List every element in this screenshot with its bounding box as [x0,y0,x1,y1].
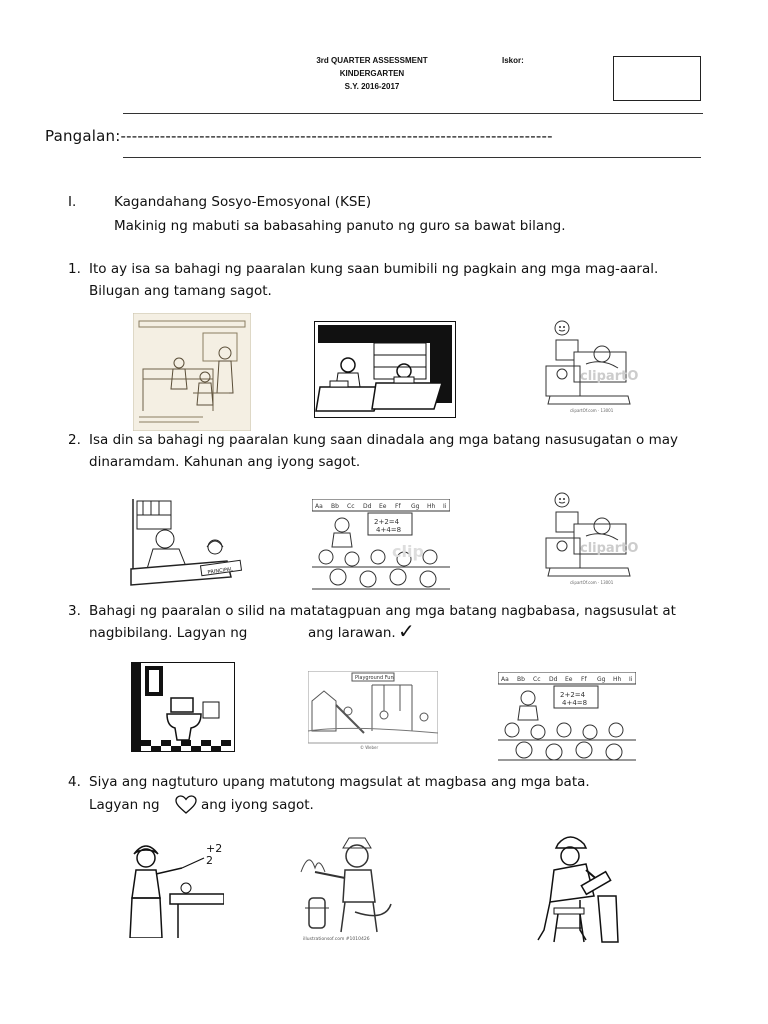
name-field[interactable] [45,127,553,145]
section-number: I. [68,194,77,210]
svg-text:Bb: Bb [331,503,339,510]
question-3-instruction-start: nagbibilang. Lagyan ng [89,625,248,641]
assessment-title: 3rd QUARTER ASSESSMENT [316,56,428,65]
question-2-instruction: dinaramdam. Kahunan ang iyong sagot. [89,454,361,470]
heart-icon [175,795,197,815]
svg-text:2+2=4: 2+2=4 [560,691,586,699]
svg-text:2: 2 [206,854,213,867]
classroom-picture-2[interactable] [498,672,636,762]
svg-text:Dd: Dd [549,676,558,683]
question-4-instruction-end: ang iyong sagot. [201,797,314,813]
svg-text:4+4=8: 4+4=8 [562,699,588,707]
question-4-text: Siya ang nagtuturo upang matutong magsulat at magbasa ang mga bata. [89,774,590,790]
playground-sign: Playground Fun [355,675,394,681]
svg-text:Aa: Aa [501,676,509,683]
teacher-picture[interactable] [124,838,224,938]
section-title: Kagandahang Sosyo-Emosyonal (KSE) [114,194,372,210]
header-rule [123,113,703,114]
question-1-instruction: Bilugan ang tamang sagot. [89,283,272,299]
svg-text:Cc: Cc [533,676,541,683]
svg-text:Gg: Gg [597,676,606,683]
firefighter-picture[interactable] [295,832,405,944]
canteen-picture[interactable] [133,313,251,431]
name-rule [123,157,701,158]
svg-text:Ee: Ee [565,676,573,683]
question-2-number: 2. [68,432,81,448]
classroom-picture[interactable] [312,499,450,591]
question-4-instruction-start: Lagyan ng [89,797,160,813]
svg-text:© Weber: © Weber [360,745,379,750]
name-dashes: ----------------------------------------------------------------------------- [120,127,553,145]
svg-text:4+4=8: 4+4=8 [376,526,402,534]
question-3-text: Bahagi ng paaralan o silid na matatagpuan ang mga batang nagbabasa, nagsusulat at [89,603,676,619]
grade-level: KINDERGARTEN [339,69,405,78]
question-3-instruction-end: ang larawan. [308,625,396,641]
svg-text:Ii: Ii [629,676,633,683]
svg-text:Dd: Dd [363,503,372,510]
svg-text:Bb: Bb [517,676,525,683]
svg-text:PRINCIPAL: PRINCIPAL [207,566,234,576]
svg-text:Hh: Hh [427,503,436,510]
svg-text:Ee: Ee [379,503,387,510]
svg-text:clipartO: clipartO [580,541,639,556]
score-label: Iskor: [502,56,524,65]
svg-text:clip: clip [392,542,424,561]
clinic-picture[interactable] [540,318,640,414]
svg-text:Ff: Ff [581,676,587,683]
firefighter-credit: illustrationsof.com #1010426 [303,937,370,942]
svg-text:Ii: Ii [443,503,447,510]
playground-picture[interactable] [308,671,438,751]
score-box[interactable] [613,56,701,101]
question-2-text: Isa din sa bahagi ng paaralan kung saan dinadala ang mga batang nasusugatan o may [89,432,678,448]
svg-text:+2: +2 [206,842,223,855]
library-picture[interactable] [314,321,456,418]
school-year: S.Y. 2016-2017 [344,82,400,91]
principal-office-picture[interactable] [127,495,247,589]
question-1-text: Ito ay isa sa bahagi ng paaralan kung saan bumibili ng pagkain ang mga mag-aaral. [89,261,659,277]
svg-text:Aa: Aa [315,503,323,510]
comfort-room-picture[interactable] [131,662,235,752]
clinic-picture-2[interactable] [540,490,640,586]
name-label: Pangalan: [45,127,121,145]
svg-text:clipartO: clipartO [580,369,639,384]
clinic-credit-2: clipartOf.com · 13001 [570,580,614,585]
question-3-number: 3. [68,603,81,619]
question-1-number: 1. [68,261,81,277]
carpenter-picture[interactable] [520,830,622,946]
svg-text:2+2=4: 2+2=4 [374,518,400,526]
question-4-number: 4. [68,774,81,790]
svg-text:Gg: Gg [411,503,420,510]
section-instruction: Makinig ng mabuti sa babasahing panuto ng guro sa bawat bilang. [114,218,566,234]
clinic-credit-1: clipartOf.com · 13001 [570,408,614,413]
svg-text:Cc: Cc [347,503,355,510]
check-mark-icon: ✓ [398,619,415,643]
svg-text:Ff: Ff [395,503,401,510]
svg-text:Hh: Hh [613,676,622,683]
